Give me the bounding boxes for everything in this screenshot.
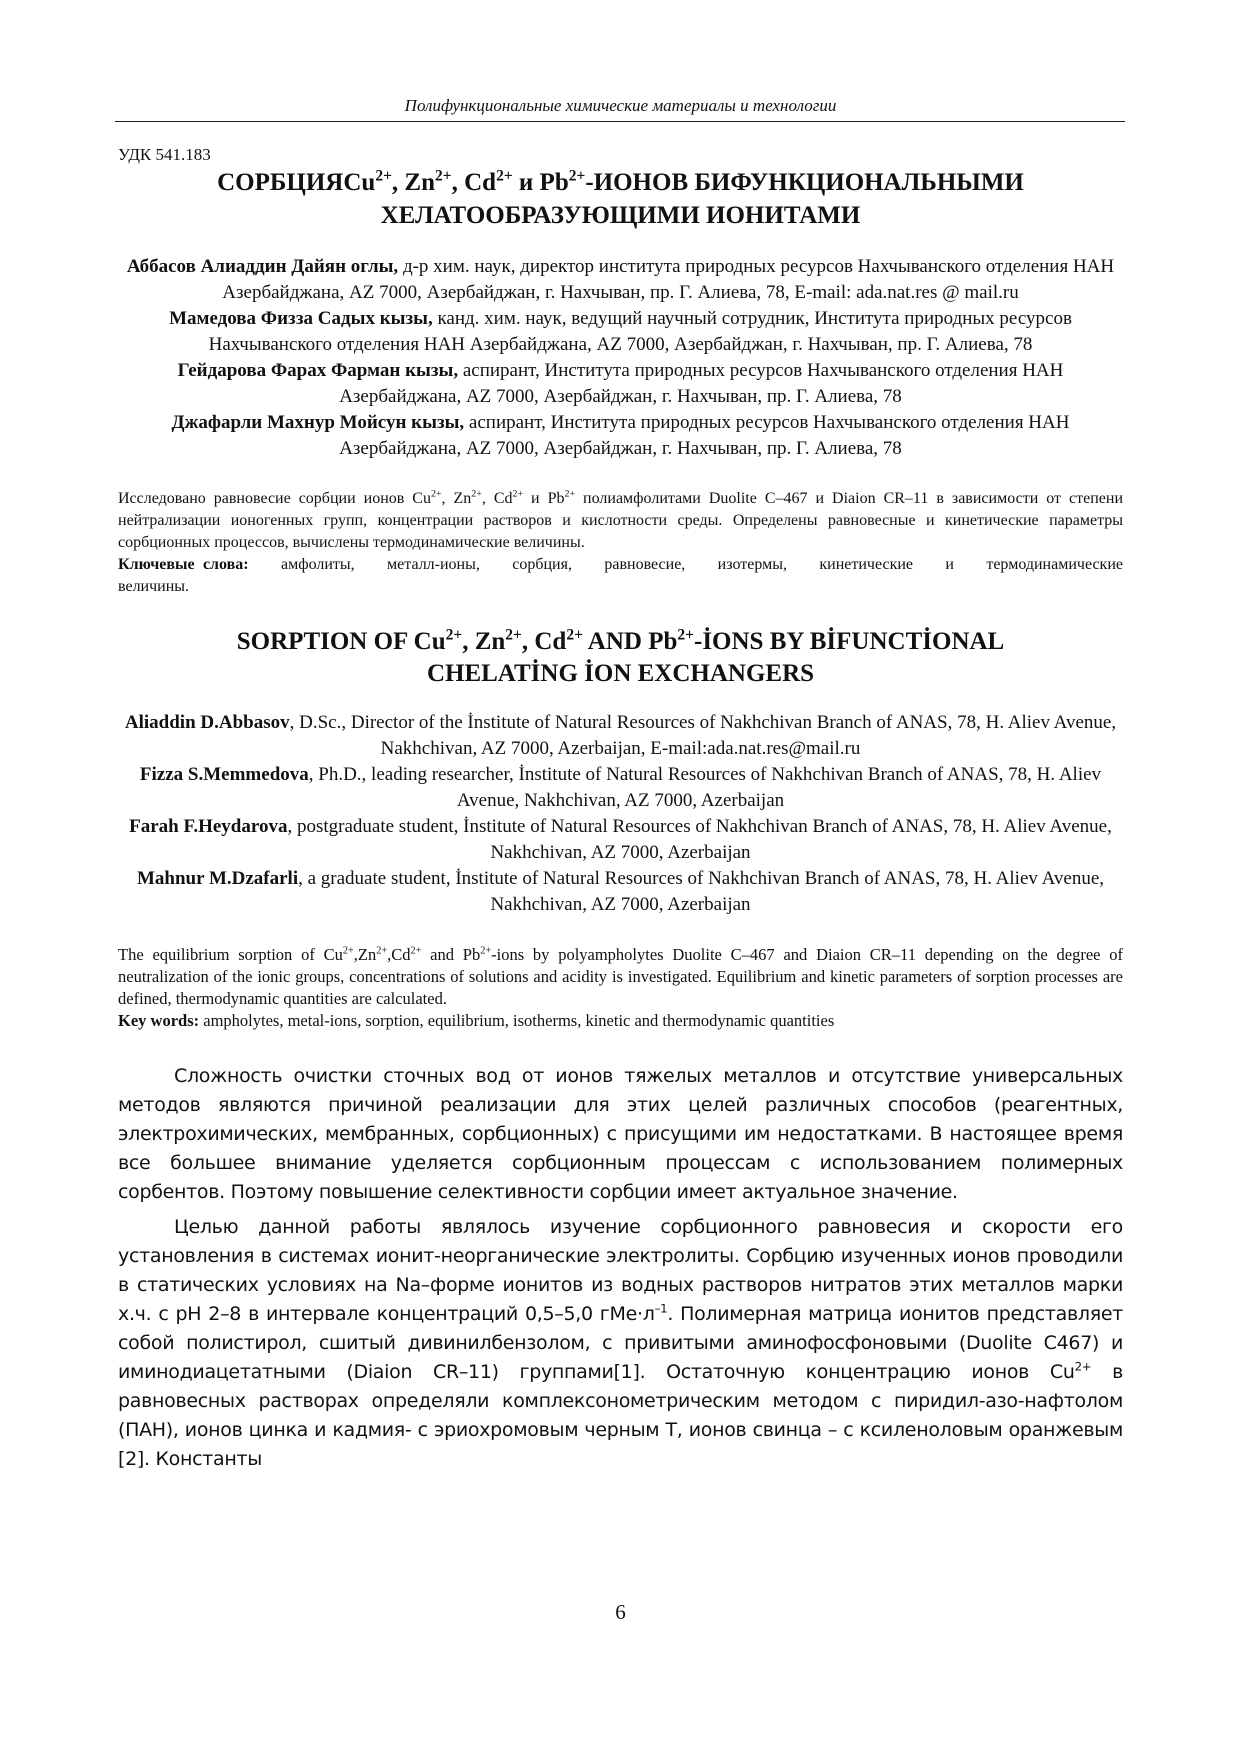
author-name: Джафарли Махнур Мойсун кызы, [171,412,465,433]
charge-sup: 2+ [430,488,442,500]
title-ru-part: , Zn [391,169,435,196]
unit-sup: –1 [654,1301,668,1316]
keywords-text: амфолиты, металл-ионы, сорбция, равновесие, изотермы, кинетические и термодинамические величины. [118,556,1123,595]
abstract-text: , Cd [481,490,513,507]
author-affiliation: , a graduate student, İnstitute of Natural Resources of Nakhchivan Branch of ANAS, 78, H. Aliev Avenue, Nakhchivan, AZ 7000, Azerbaijan [298,868,1105,915]
title-ru-sup: 2+ [568,167,586,185]
abstract-text: полиамфолитами Duolite C–467 и Diaion CR–11 в зависимости от степени нейтрализации ионогенных групп, концентрации растворов и кислотности среды. Определены равновесные и кинетические параметры сорбционных процессов, вычислены термодинамические величины. [118,490,1124,551]
body-paragraph [118,1213,1123,1474]
title-ru-part: и Pb [512,169,569,196]
author-affiliation: , Ph.D., leading researcher, İnstitute of Natural Resources of Nakhchivan Branch of ANAS, 78, H. Aliev Avenue, Nakhchivan, AZ 7000, Azerbaijan [308,764,1102,811]
title-ru-sup: 2+ [375,167,392,185]
author-entry [118,306,1123,358]
author-entry [118,814,1123,866]
keywords-russian [118,554,1123,598]
title-english [118,626,1123,690]
keywords-label: Key words: [118,1011,200,1030]
charge-sup: 2+ [376,945,388,957]
author-entry [118,710,1123,762]
abstract-text: The equilibrium sorption of Cu [118,945,343,964]
author-name: Мамедова Физза Садых кызы, [169,308,433,329]
abstract-text: Исследовано равновесие сорбции ионов Cu [118,490,431,507]
author-name: Mahnur M.Dzafarli [136,868,299,889]
abstract-english [118,944,1123,1032]
title-ru-line2: ХЕЛАТООБРАЗУЮЩИМИ ИОНИТАМИ [380,202,861,229]
abstract-text: -ions by polyampholytes Duolite C–467 and Diaion CR–11 depending on the degree of neutralization of the ionic groups, concentrations of solutions and acidity is investigated. Equilibrium and kinetic parameters of sorption processes are defined, thermodynamic quantities are calculated. [118,945,1124,1008]
charge-sup: 2+ [480,945,492,957]
header-rule [115,121,1125,122]
author-affiliation: аспирант, Института природных ресурсов Нахчыванского отделения НАН Азербайджана, AZ 7000, Азербайджан, г. Нахчыван, пр. Г. Алиева, 78 [339,412,1070,459]
author-affiliation: д-р хим. наук, директор института природных ресурсов Нахчыванского отделения НАН Азербайджана, AZ 7000, Азербайджан, г. Нахчыван, пр. Г. Алиева, 78, E-mail: ada.nat.res @ mail.ru [222,256,1115,303]
title-en-sup: 2+ [677,626,694,644]
title-en-suffix: -İONS BY BİFUNCTİONAL [694,628,1005,655]
author-affiliation: аспирант, Института природных ресурсов Нахчыванского отделения НАН Азербайджана, AZ 7000, Азербайджан, г. Нахчыван, пр. Г. Алиева, 78 [339,360,1064,407]
author-name: Гейдарова Фарах Фарман кызы, [177,360,459,381]
author-name: Fizza S.Memmedova [139,764,309,785]
charge-sup: 2+ [410,945,422,957]
keywords-english [118,1010,1123,1032]
title-ru-sup: 2+ [496,167,513,185]
charge-sup: 2+ [471,488,482,500]
body-text: Целью данной работы являлось изучение сорбционного равновесия и скорости его установления в системах ионит-неорганические электролиты. Сорбцию изученных ионов проводили в статических условиях на Na–форме ионитов из водных растворов нитратов этих металлов марки х.ч. с pH 2–8 в интервале концентраций 0,5–5,0 гМе·л [118,1216,1123,1325]
author-affiliation: , postgraduate student, İnstitute of Natural Resources of Nakhchivan Branch of ANAS, 78, H. Aliev Avenue, Nakhchivan, AZ 7000, Azerbaijan [287,816,1112,863]
article-content [118,144,1123,1480]
abstract-russian [118,488,1123,598]
charge-sup: 2+ [342,945,354,957]
abstract-text: ,Cd [387,945,411,964]
author-name: Farah F.Heydarova [129,816,288,837]
author-entry [118,410,1123,462]
abstract-en-text [118,944,1123,1010]
body-paragraph: Сложность очистки сточных вод от ионов тяжелых металлов и отсутствие универсальных методов являются причиной реализации для этих целей различных способов (реагентных, электрохимических, мембранных, сорбционных) с присущими им недостатками. В настоящее время все большее внимание уделяется сорбционным процессам с использованием полимерных сорбентов. Поэтому повышение селективности сорбции имеет актуальное значение. [118,1065,1123,1203]
abstract-ru-text [118,488,1123,554]
abstract-text: ,Zn [353,945,377,964]
author-entry [118,866,1123,918]
title-en-sup: 2+ [445,626,463,644]
keywords-label: Ключевые слова: [118,556,249,573]
keywords-text: ampholytes, metal-ions, sorption, equilibrium, isotherms, kinetic and thermodynamic quantities [199,1011,835,1030]
body-text: . Полимерная матрица ионитов представляет собой полистирол, сшитый дивинилбензолом, с привитыми аминофосфоновыми (Duolite C467) и иминодиацетатными (Diaion CR–11) группами[1]. Остаточную концентрацию ионов Cu [118,1303,1123,1383]
main-body [118,1062,1123,1474]
title-ru-sup: 2+ [435,167,452,185]
author-entry [118,254,1123,306]
title-en-sup: 2+ [505,626,522,644]
author-name: Aliaddin D.Abbasov [124,712,290,733]
udc-code: УДК 541.183 [118,145,211,164]
title-ru-suffix: -ИОНОВ БИФУНКЦИОНАЛЬНЫМИ [585,169,1024,196]
title-en-part: AND Pb [582,628,678,655]
charge-sup: 2+ [564,488,576,500]
page-number: 6 [615,1600,626,1624]
title-en-prefix: SORPTION OF Cu [236,628,446,655]
author-affiliation: , D.Sc., Director of the İnstitute of Natural Resources of Nakhchivan Branch of ANAS, 78, H. Aliev Avenue, Nakhchivan, AZ 7000, Azerbaijan, E-mail:ada.nat.res@mail.ru [289,712,1117,759]
charge-sup: 2+ [512,488,524,500]
charge-sup: 2+ [1074,1359,1092,1374]
journal-header: Полифункциональные химические материалы и технологии [404,96,837,115]
title-en-part: , Cd [521,628,567,655]
title-en-line2: CHELATİNG İON EXCHANGERS [426,660,815,687]
authors-russian [118,254,1123,462]
abstract-text: and Pb [421,945,481,964]
abstract-text: и Pb [523,490,565,507]
author-affiliation: канд. хим. наук, ведущий научный сотрудник, Института природных ресурсов Нахчыванского отделения НАН Азербайджана, AZ 7000, Азербайджан, г. Нахчыван, пр. Г. Алиева, 78 [208,308,1072,355]
title-en-part: , Zn [462,628,506,655]
abstract-text: , Zn [441,490,472,507]
title-ru-part: , Cd [451,169,497,196]
author-entry [118,358,1123,410]
title-russian [118,166,1123,232]
title-ru-prefix: СОРБЦИЯCu [217,169,376,196]
author-entry [118,762,1123,814]
title-en-sup: 2+ [566,626,583,644]
author-name: Аббасов Алиаддин Дайян оглы, [126,256,399,277]
body-text: в равновесных растворах определяли комплексонометрическим методом с пиридил-азо-нафтолом (ПАН), ионов цинка и кадмия- с эриохромовым черным Т, ионов свинца – с ксиленоловым оранжевым [2]. Константы [118,1361,1124,1470]
authors-english [118,710,1123,918]
